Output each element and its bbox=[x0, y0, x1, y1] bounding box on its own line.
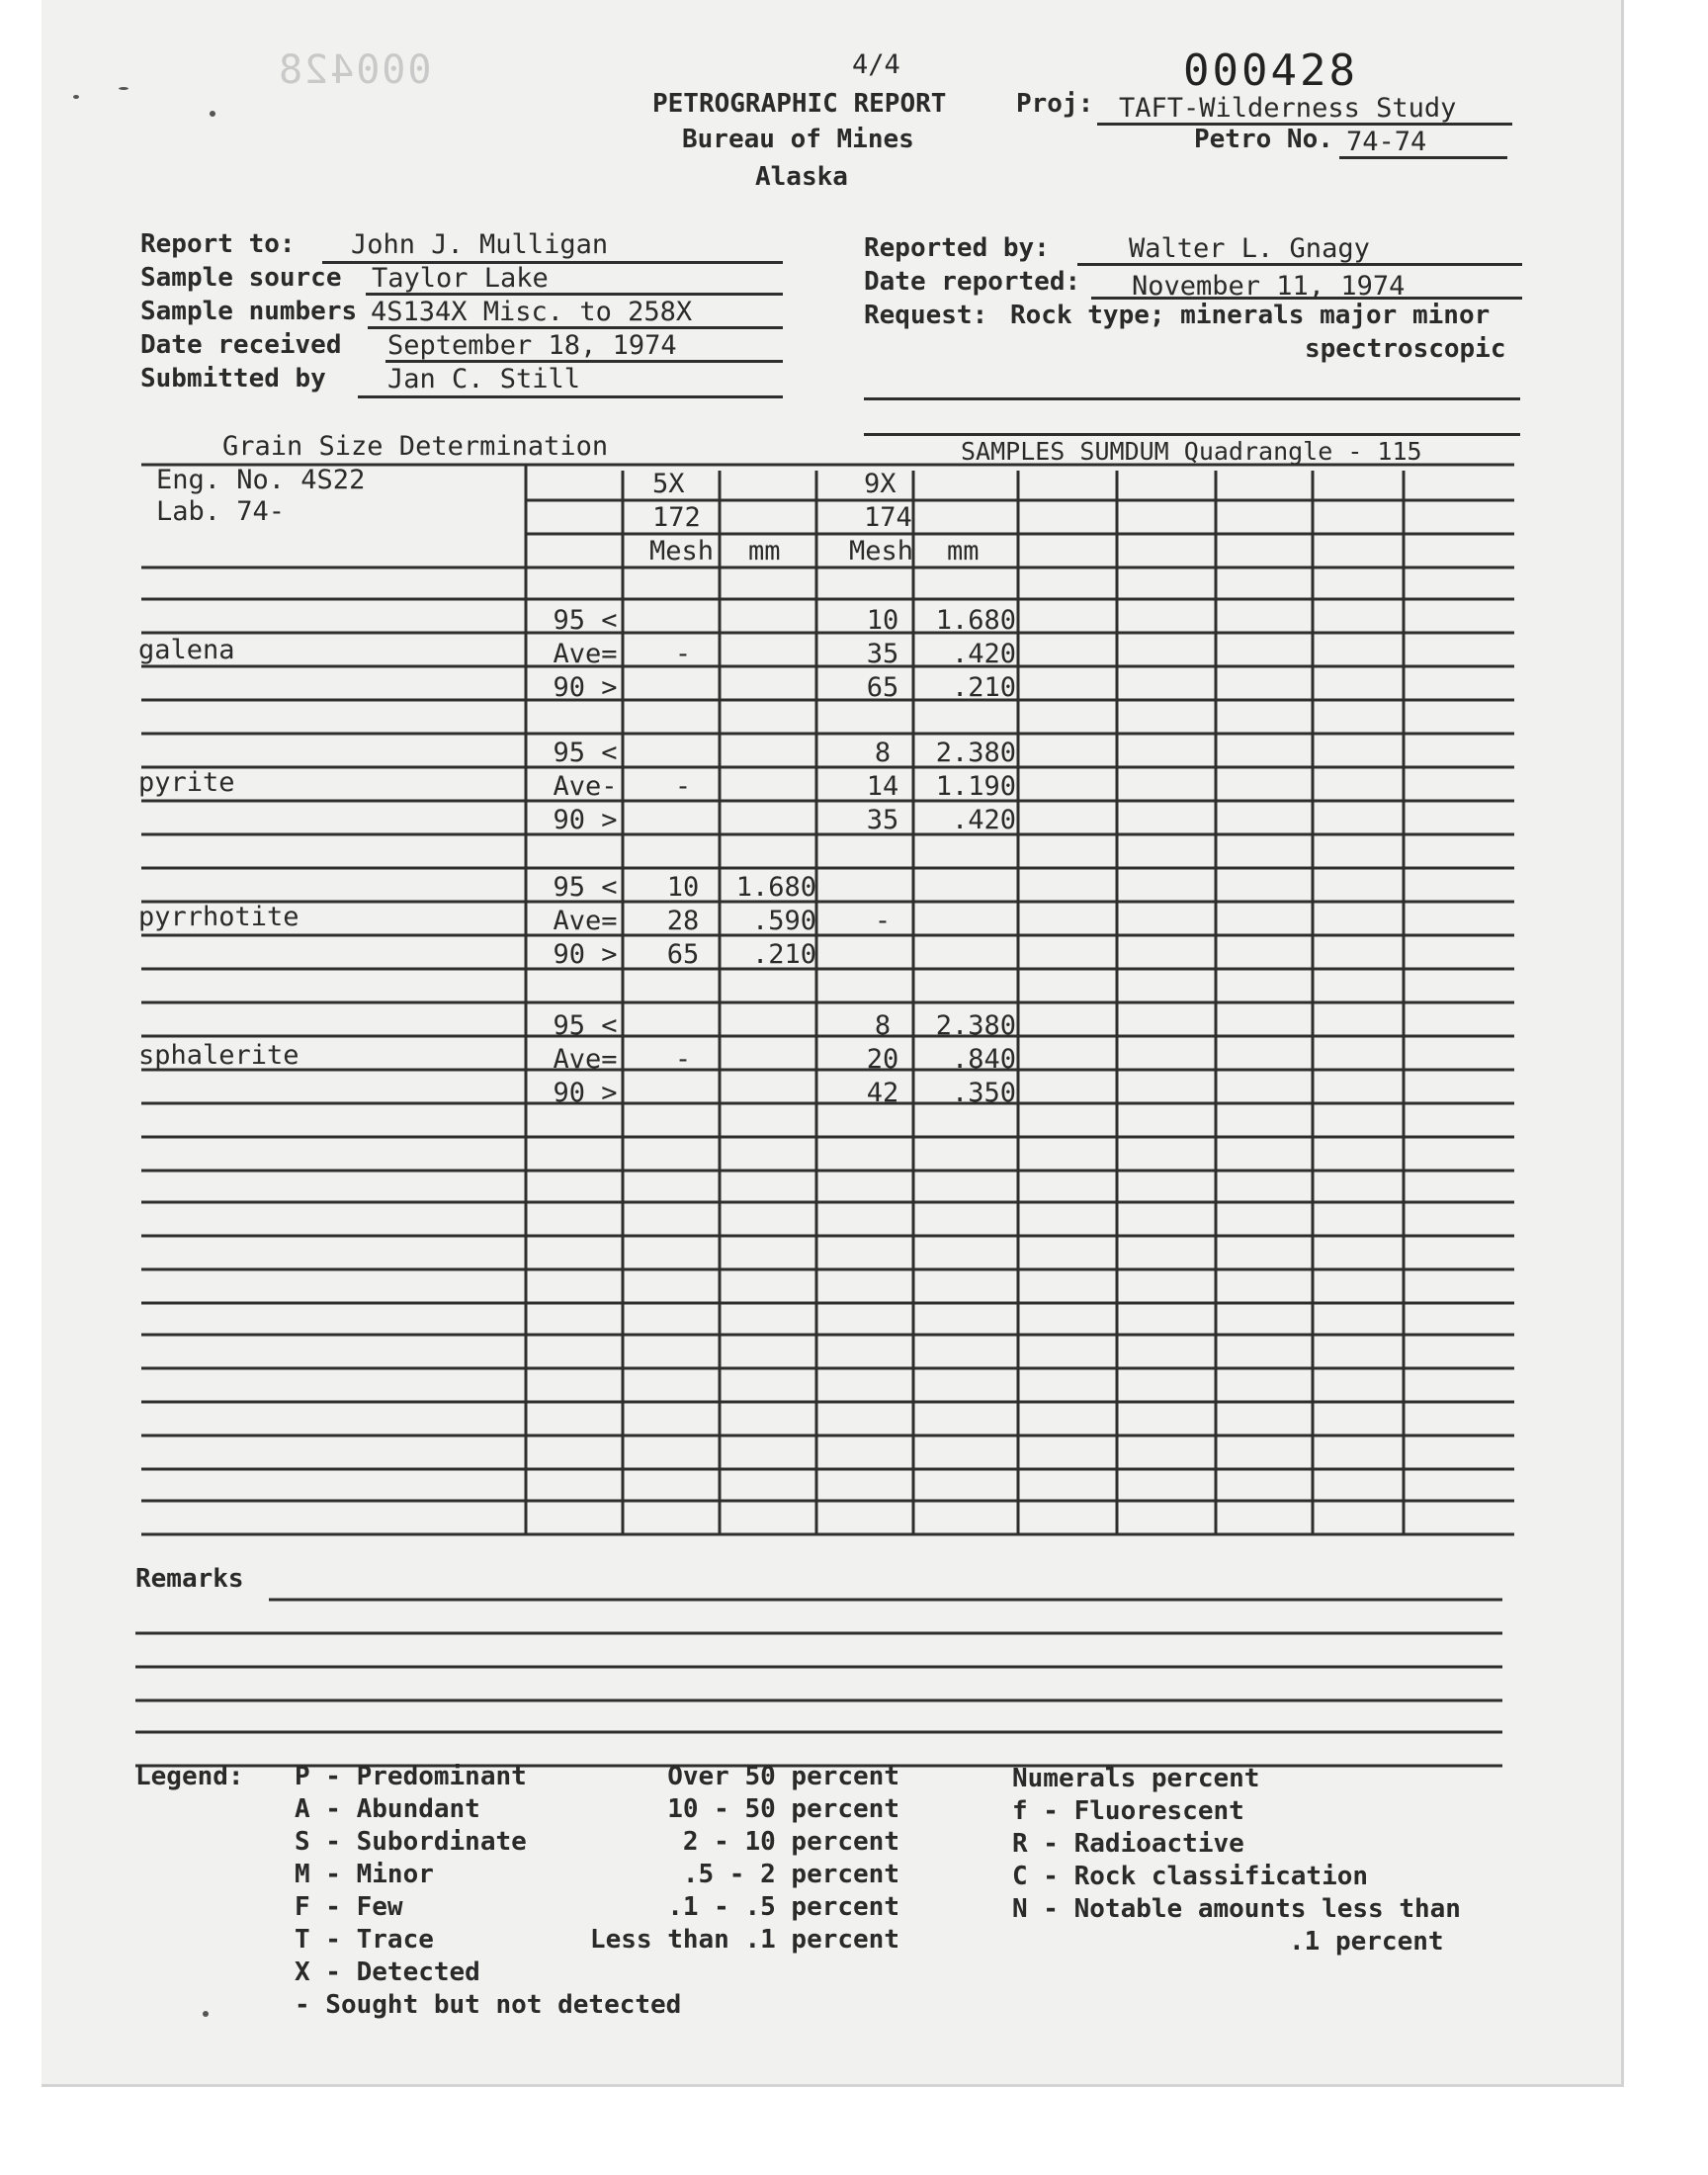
lab-no: Lab. 74- bbox=[156, 496, 286, 527]
col2-lab: 174 bbox=[864, 502, 912, 533]
samples-label: SAMPLES SUMDUM Quadrangle - 115 bbox=[961, 437, 1422, 466]
col2-mm-cell: 1.190 bbox=[935, 771, 1016, 802]
legend-note: Numerals percent bbox=[1012, 1764, 1260, 1793]
stat-cell: 90 > bbox=[553, 805, 618, 835]
stat-cell: Ave= bbox=[553, 1044, 618, 1075]
col1-mm-cell: .210 bbox=[751, 939, 816, 970]
col2-mesh-cell: 10 bbox=[866, 605, 899, 636]
legend-range: 10 - 50 percent bbox=[667, 1794, 899, 1824]
legend-code: M - Minor bbox=[295, 1860, 434, 1889]
col1-mesh-cell: - bbox=[674, 1044, 692, 1075]
col2-mesh-cell: 42 bbox=[866, 1078, 899, 1108]
col1-mm-cell: 1.680 bbox=[735, 872, 816, 903]
page-number: 4/4 bbox=[852, 49, 900, 80]
col2-mesh-cell: 14 bbox=[866, 771, 899, 802]
stat-cell: 95 < bbox=[553, 1010, 618, 1041]
legend-range: Over 50 percent bbox=[667, 1762, 899, 1791]
col1-mesh-cell: 28 bbox=[666, 906, 700, 936]
legend-range: .1 - .5 percent bbox=[667, 1892, 899, 1922]
table-title: Grain Size Determination bbox=[222, 431, 609, 462]
stat-cell: 90 > bbox=[553, 672, 618, 703]
col2-mesh-cell: 65 bbox=[866, 672, 899, 703]
legend-code: P - Predominant bbox=[295, 1762, 527, 1791]
legend-code: F - Few bbox=[295, 1892, 403, 1922]
stat-cell: 90 > bbox=[553, 939, 618, 970]
request-line-2: spectroscopic bbox=[1305, 334, 1506, 364]
sample-numbers-value: 4S134X Misc. to 258X bbox=[371, 297, 693, 327]
ghost-number: 000428 bbox=[277, 47, 432, 93]
request-label: Request: bbox=[864, 301, 988, 330]
mineral-name: galena bbox=[138, 635, 235, 665]
petro-label: Petro No. bbox=[1194, 125, 1333, 154]
col2-mm-cell: .210 bbox=[951, 672, 1016, 703]
sample-source-label: Sample source bbox=[140, 263, 342, 293]
col1-mesh-cell: - bbox=[674, 639, 692, 669]
reported-by-label: Reported by: bbox=[864, 233, 1050, 263]
mineral-name: sphalerite bbox=[138, 1040, 299, 1071]
col2-mesh-cell: - bbox=[874, 906, 892, 936]
col1-mm-cell: .590 bbox=[751, 906, 816, 936]
col2-mm-cell: .840 bbox=[951, 1044, 1016, 1075]
col1-lab: 172 bbox=[652, 502, 701, 533]
col2-mm-cell: 2.380 bbox=[935, 1010, 1016, 1041]
col2-mesh-cell: 20 bbox=[866, 1044, 899, 1075]
stat-cell: Ave= bbox=[553, 906, 618, 936]
legend-note: C - Rock classification bbox=[1012, 1862, 1369, 1891]
col1-id: 5X bbox=[652, 469, 685, 499]
document-number: 000428 bbox=[1183, 45, 1358, 96]
proj-value: TAFT-Wilderness Study bbox=[1119, 93, 1457, 124]
col2-mm-cell: .420 bbox=[951, 805, 1016, 835]
col2-id: 9X bbox=[864, 469, 897, 499]
proj-label: Proj: bbox=[1016, 89, 1094, 119]
legend-label: Legend: bbox=[135, 1762, 244, 1791]
col2-mesh-cell: 35 bbox=[866, 639, 899, 669]
col2-mesh-cell: 35 bbox=[866, 805, 899, 835]
submitted-by-value: Jan C. Still bbox=[387, 364, 581, 394]
legend-note: f - Fluorescent bbox=[1012, 1796, 1244, 1826]
date-received-label: Date received bbox=[140, 330, 342, 360]
region-name: Alaska bbox=[755, 162, 848, 192]
sample-numbers-label: Sample numbers bbox=[140, 297, 358, 326]
petro-value: 74-74 bbox=[1346, 127, 1427, 157]
stat-cell: Ave- bbox=[553, 771, 618, 802]
legend-range: 2 - 10 percent bbox=[682, 1827, 899, 1857]
report-to-label: Report to: bbox=[140, 229, 296, 259]
reported-by-value: Walter L. Gnagy bbox=[1129, 233, 1370, 264]
date-reported-value: November 11, 1974 bbox=[1132, 271, 1406, 302]
col2-mm-header: mm bbox=[947, 536, 980, 566]
stat-cell: 90 > bbox=[553, 1078, 618, 1108]
stat-cell: 95 < bbox=[553, 738, 618, 768]
stat-cell: 95 < bbox=[553, 605, 618, 636]
col1-mesh-cell: 65 bbox=[666, 939, 700, 970]
col2-mesh-cell: 8 bbox=[874, 738, 892, 768]
report-title: PETROGRAPHIC REPORT bbox=[652, 89, 947, 119]
legend-code: - Sought but not detected bbox=[295, 1990, 682, 2020]
col1-mesh-cell: 10 bbox=[666, 872, 700, 903]
mineral-name: pyrite bbox=[138, 767, 235, 798]
legend-range: .5 - 2 percent bbox=[682, 1860, 899, 1889]
request-line-1: Rock type; minerals major minor bbox=[1010, 301, 1491, 330]
sample-source-value: Taylor Lake bbox=[372, 263, 549, 294]
col2-mesh-cell: 8 bbox=[874, 1010, 892, 1041]
legend-code: X - Detected bbox=[295, 1958, 480, 1987]
stat-cell: 95 < bbox=[553, 872, 618, 903]
agency-name: Bureau of Mines bbox=[682, 125, 914, 154]
legend-note: R - Radioactive bbox=[1012, 1829, 1244, 1859]
remarks-label: Remarks bbox=[135, 1564, 244, 1594]
date-reported-label: Date reported: bbox=[864, 267, 1081, 297]
legend-note: .1 percent bbox=[1289, 1927, 1444, 1957]
col2-mm-cell: 1.680 bbox=[935, 605, 1016, 636]
legend-range: Less than .1 percent bbox=[589, 1925, 899, 1955]
legend-code: T - Trace bbox=[295, 1925, 434, 1955]
col1-mesh-header: Mesh bbox=[649, 536, 715, 566]
legend-code: A - Abundant bbox=[295, 1794, 480, 1824]
eng-no: Eng. No. 4S22 bbox=[156, 465, 366, 495]
legend-note: N - Notable amounts less than bbox=[1012, 1894, 1461, 1924]
col2-mm-cell: .350 bbox=[951, 1078, 1016, 1108]
col1-mm-header: mm bbox=[748, 536, 781, 566]
col2-mm-cell: 2.380 bbox=[935, 738, 1016, 768]
col2-mesh-header: Mesh bbox=[849, 536, 914, 566]
date-received-value: September 18, 1974 bbox=[387, 330, 677, 361]
report-to-value: John J. Mulligan bbox=[351, 229, 609, 260]
legend-code: S - Subordinate bbox=[295, 1827, 527, 1857]
col1-mesh-cell: - bbox=[674, 771, 692, 802]
submitted-by-label: Submitted by bbox=[140, 364, 326, 393]
mineral-name: pyrrhotite bbox=[138, 902, 299, 932]
stat-cell: Ave= bbox=[553, 639, 618, 669]
col2-mm-cell: .420 bbox=[951, 639, 1016, 669]
